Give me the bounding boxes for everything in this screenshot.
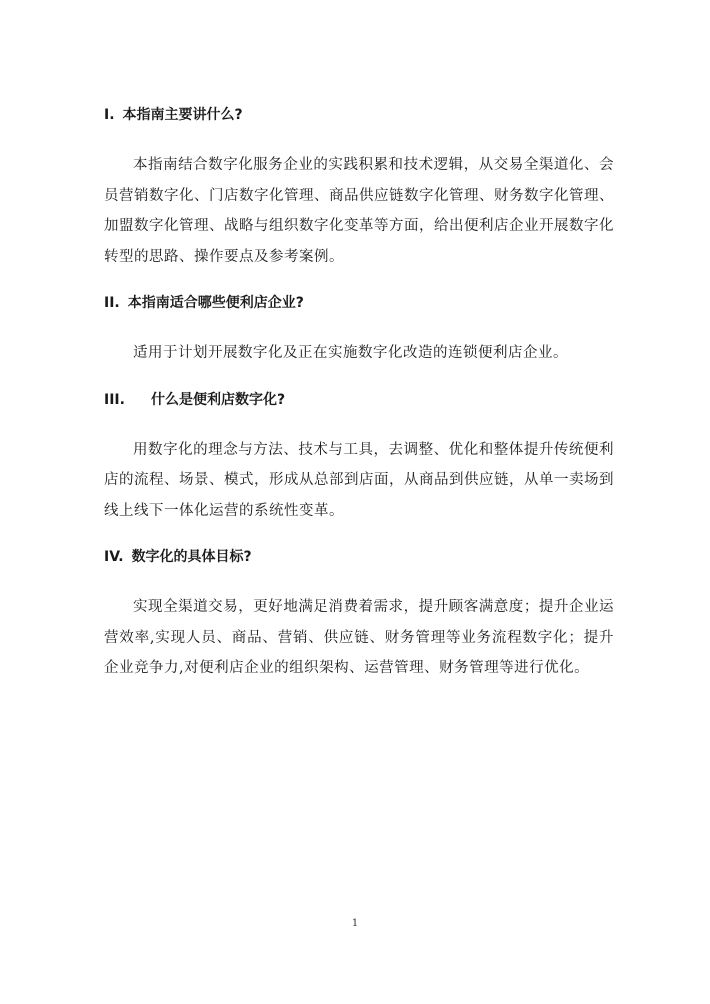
section-2	[104, 290, 614, 369]
page-number: 1	[351, 918, 359, 929]
section-number: III.	[104, 391, 125, 408]
section-heading	[104, 387, 614, 413]
section-title: 数字化的具体目标?	[131, 549, 252, 565]
section-heading	[104, 102, 614, 128]
section-heading	[104, 290, 614, 316]
section-4	[104, 544, 614, 684]
section-paragraph: 本指南结合数字化服务企业的实践积累和技术逻辑，从交易全渠道化、会员营销数字化、门店数字化管理、商品供应链数字化管理、财务数字化管理、加盟数字化管理、战略与组织数字化变革等方面，给出便利店企业开展数字化转型的思路、操作要点及参考案例。	[104, 157, 614, 265]
section-number: I.	[104, 107, 115, 123]
section-number: IV.	[104, 549, 124, 565]
section-title: 本指南主要讲什么?	[122, 107, 243, 123]
document-content	[104, 102, 614, 684]
section-title: 本指南适合哪些便利店企业?	[127, 295, 304, 311]
section-number: II.	[104, 295, 120, 311]
section-heading	[104, 544, 614, 570]
section-paragraph: 实现全渠道交易，更好地满足消费着需求，提升顾客满意度；提升企业运营效率,实现人员、商品、营销、供应链、财务管理等业务流程数字化；提升企业竞争力,对便利店企业的组织架构、运营管理、财务管理等进行优化。	[104, 599, 614, 676]
section-paragraph: 适用于计划开展数字化及正在实施数字化改造的连锁便利店企业。	[133, 345, 568, 361]
section-title: 什么是便利店数字化?	[150, 391, 286, 408]
section-1	[104, 102, 614, 272]
section-paragraph: 用数字化的理念与方法、技术与工具，去调整、优化和整体提升传统便利店的流程、场景、模式，形成从总部到店面，从商品到供应链，从单一卖场到线上线下一体化运营的系统性变革。	[104, 441, 614, 519]
section-3	[104, 387, 614, 527]
